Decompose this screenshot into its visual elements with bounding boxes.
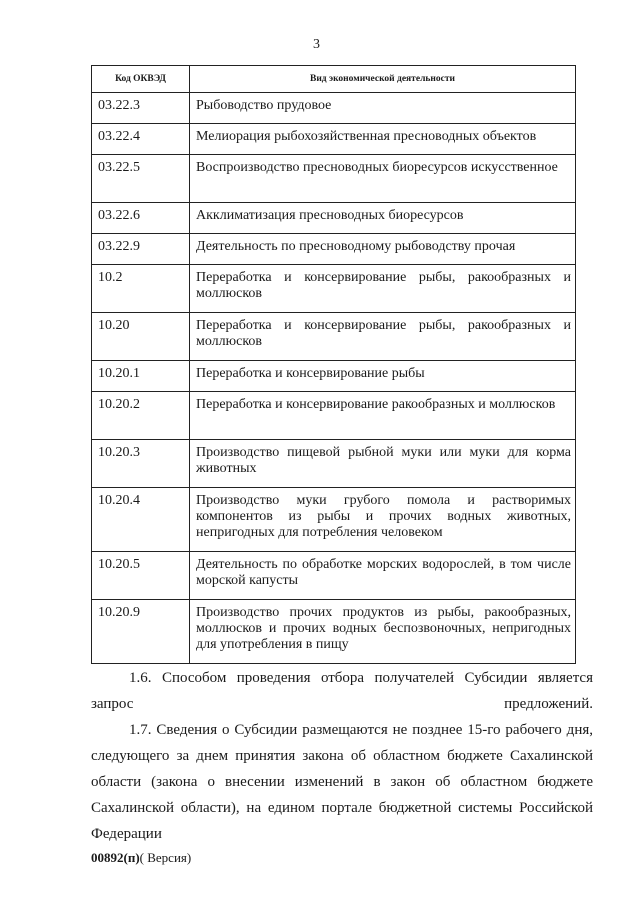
table-row bbox=[92, 93, 576, 124]
page-number: 3 bbox=[313, 37, 320, 52]
row-activity: Производство прочих продуктов из рыбы, ракообразных, моллюсков и прочих водных беспозвоночных, непригодных для употребления в пищу bbox=[190, 600, 576, 664]
table-row bbox=[92, 265, 576, 313]
row-code: 03.22.6 bbox=[92, 203, 190, 234]
table-row bbox=[92, 203, 576, 234]
row-code: 03.22.3 bbox=[92, 93, 190, 124]
row-code: 10.20 bbox=[92, 313, 190, 361]
paragraph-1-6 bbox=[91, 665, 593, 717]
table-row bbox=[92, 440, 576, 488]
row-code: 10.20.2 bbox=[92, 392, 190, 440]
table-row bbox=[92, 124, 576, 155]
paragraph-1-6-text: 1.6. Способом проведения отбора получателей Субсидии является запрос предложений. bbox=[91, 670, 593, 712]
paragraph-1-7 bbox=[91, 717, 593, 847]
row-code: 10.20.1 bbox=[92, 361, 190, 392]
row-activity: Производство муки грубого помола и растворимых компонентов из рыбы и прочих водных животных, непригодных для потребления человеком bbox=[190, 488, 576, 552]
row-activity: Производство пищевой рыбной муки или муки для корма животных bbox=[190, 440, 576, 488]
row-activity: Деятельность по пресноводному рыбоводству прочая bbox=[190, 234, 576, 265]
row-activity: Воспроизводство пресноводных биоресурсов искусственное bbox=[190, 155, 576, 203]
table-row bbox=[92, 392, 576, 440]
row-code: 03.22.4 bbox=[92, 124, 190, 155]
table-row bbox=[92, 600, 576, 664]
row-activity: Переработка и консервирование рыбы, ракообразных и моллюсков bbox=[190, 313, 576, 361]
row-code: 10.20.3 bbox=[92, 440, 190, 488]
table-row bbox=[92, 361, 576, 392]
document-footer bbox=[91, 850, 191, 866]
row-activity: Мелиорация рыбохозяйственная пресноводных объектов bbox=[190, 124, 576, 155]
row-code: 10.2 bbox=[92, 265, 190, 313]
row-activity: Переработка и консервирование рыбы, ракообразных и моллюсков bbox=[190, 265, 576, 313]
table-row bbox=[92, 313, 576, 361]
table-row bbox=[92, 552, 576, 600]
document-version: ( Версия) bbox=[139, 850, 192, 865]
table-row bbox=[92, 488, 576, 552]
table-header-row bbox=[92, 66, 576, 93]
row-activity: Акклиматизация пресноводных биоресурсов bbox=[190, 203, 576, 234]
row-code: 10.20.4 bbox=[92, 488, 190, 552]
row-code: 03.22.9 bbox=[92, 234, 190, 265]
row-activity: Рыбоводство прудовое bbox=[190, 93, 576, 124]
header-code: Код ОКВЭД bbox=[92, 66, 190, 93]
okved-table bbox=[91, 65, 576, 664]
table-row bbox=[92, 234, 576, 265]
paragraph-1-7-text: 1.7. Сведения о Субсидии размещаются не позднее 15-го рабочего дня, следующего за днем принятия закона об областном бюджете Сахалинской области (закона о внесении изменений в закон об областном бюджете Сахалинской области), на едином портале бюджетной системы Российской Федерации bbox=[91, 722, 593, 842]
header-activity: Вид экономической деятельности bbox=[190, 66, 576, 93]
table-row bbox=[92, 155, 576, 203]
row-code: 03.22.5 bbox=[92, 155, 190, 203]
document-code: 00892(п) bbox=[91, 850, 140, 865]
row-activity: Деятельность по обработке морских водорослей, в том числе морской капусты bbox=[190, 552, 576, 600]
row-activity: Переработка и консервирование ракообразных и моллюсков bbox=[190, 392, 576, 440]
row-code: 10.20.9 bbox=[92, 600, 190, 664]
row-code: 10.20.5 bbox=[92, 552, 190, 600]
row-activity: Переработка и консервирование рыбы bbox=[190, 361, 576, 392]
